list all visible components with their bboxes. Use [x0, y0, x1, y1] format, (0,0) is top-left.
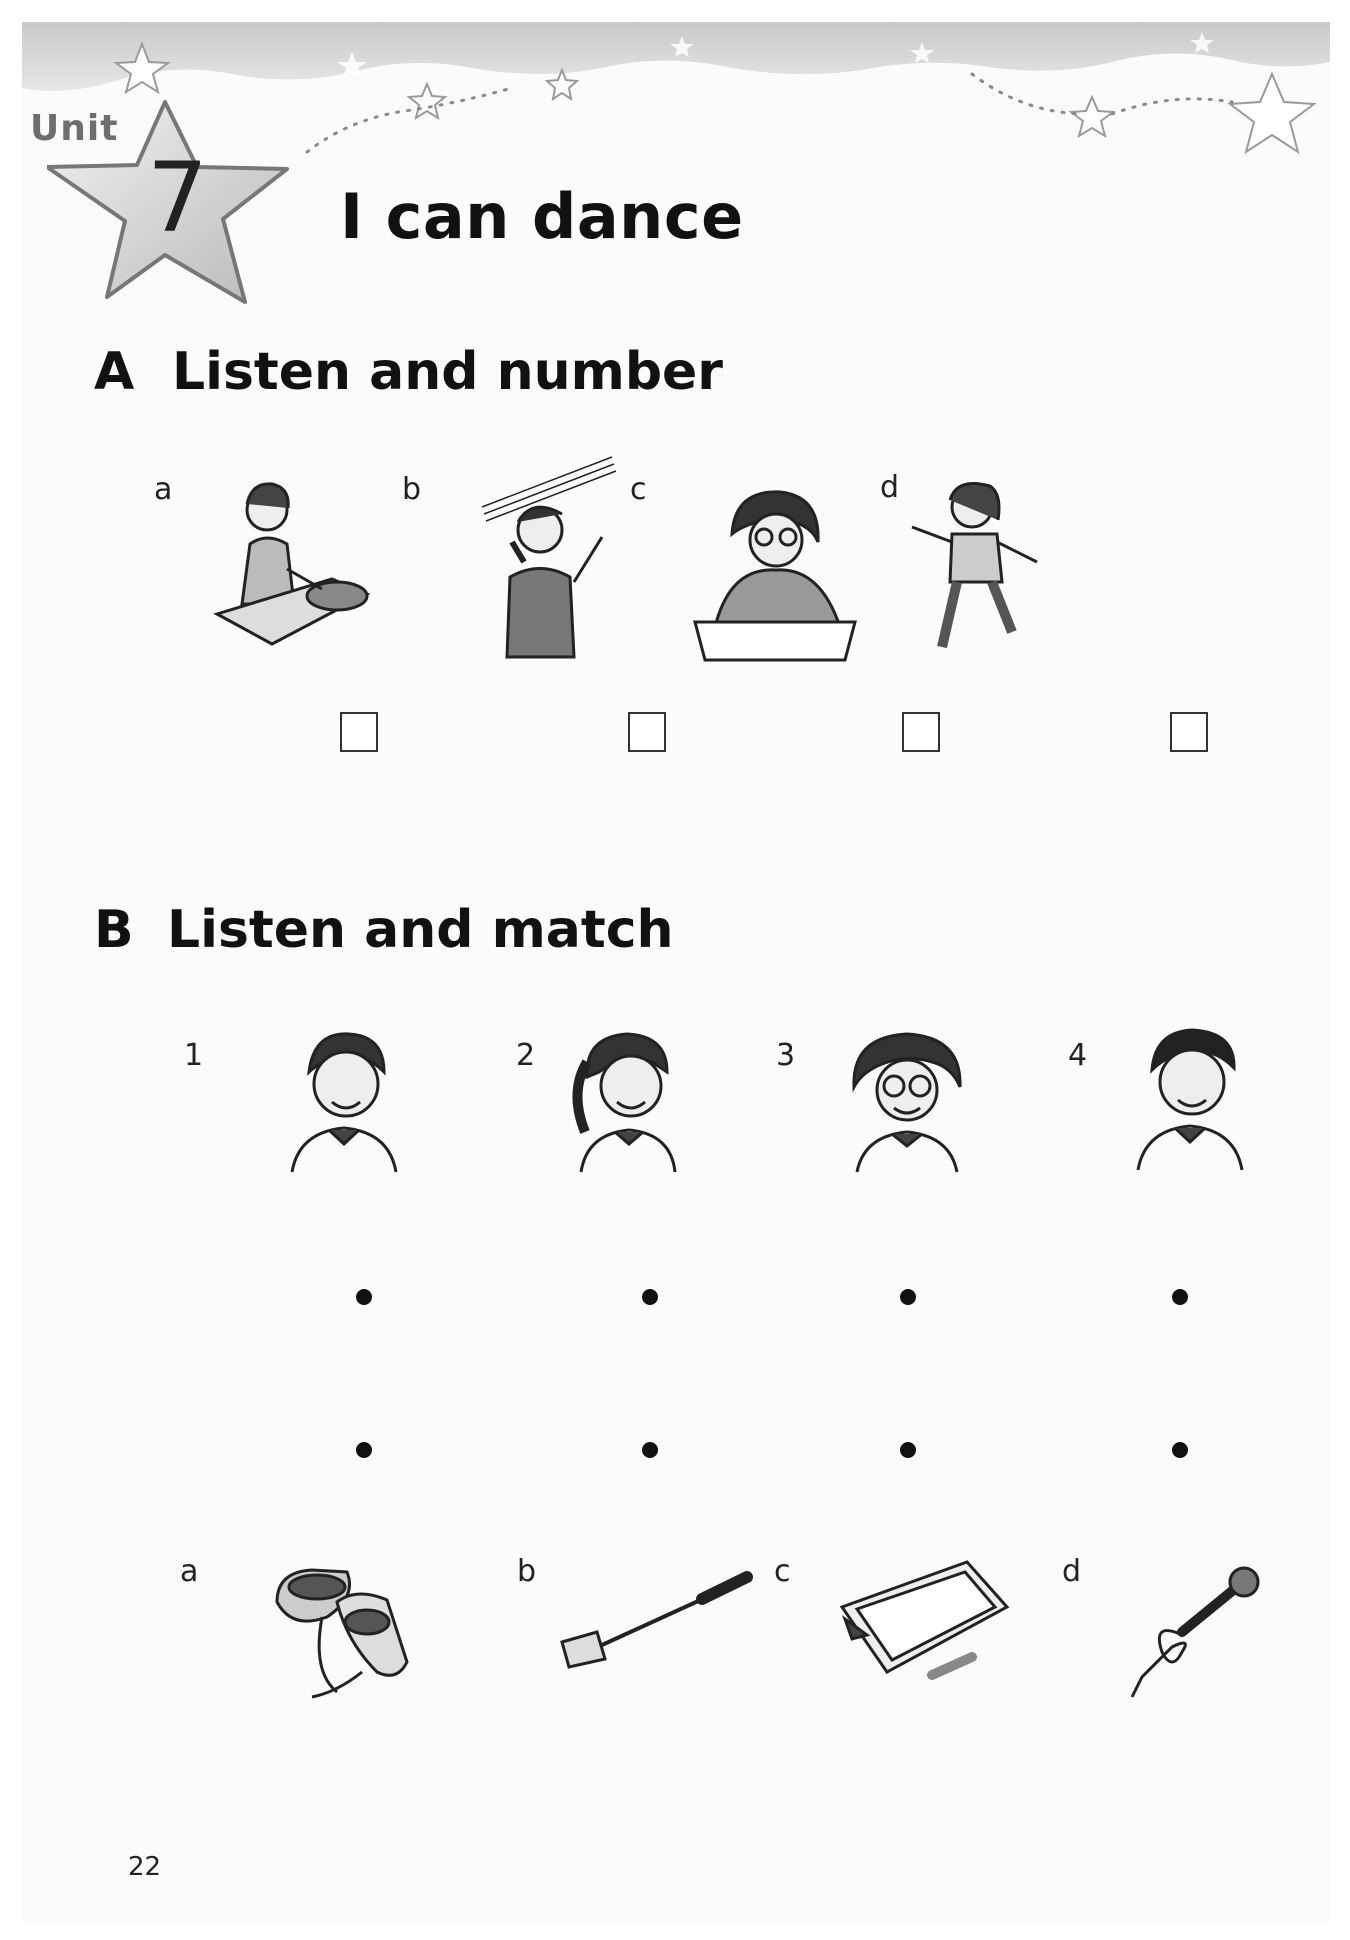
object-a-label: a	[180, 1554, 199, 1589]
answer-box-b[interactable]	[628, 712, 666, 752]
match-dot-top-3[interactable]	[900, 1289, 916, 1305]
child-1-label: 1	[184, 1038, 204, 1073]
girl-glasses-portrait-icon	[842, 1022, 972, 1182]
match-dot-bottom-b[interactable]	[642, 1442, 658, 1458]
boy-portrait-2-icon	[1130, 1020, 1250, 1180]
girl-ponytail-portrait-icon	[567, 1022, 687, 1182]
item-c-label: c	[630, 472, 647, 507]
match-dot-top-1[interactable]	[356, 1289, 372, 1305]
section-b-title: Listen and match	[167, 900, 674, 960]
page-title: I can dance	[340, 180, 744, 253]
boy-singing-icon	[462, 452, 632, 662]
match-dot-top-4[interactable]	[1172, 1289, 1188, 1305]
child-2-label: 2	[516, 1038, 536, 1073]
object-b-label: b	[517, 1554, 537, 1589]
section-a-letter: A	[94, 342, 135, 402]
workbook-page	[22, 22, 1330, 1922]
match-dot-bottom-c[interactable]	[900, 1442, 916, 1458]
answer-box-a[interactable]	[340, 712, 378, 752]
child-4-label: 4	[1068, 1038, 1088, 1073]
match-dot-top-2[interactable]	[642, 1289, 658, 1305]
object-d-label: d	[1062, 1554, 1082, 1589]
unit-number: 7	[147, 142, 209, 254]
match-dot-bottom-d[interactable]	[1172, 1442, 1188, 1458]
section-b-letter: B	[94, 900, 134, 960]
boy-portrait-icon	[284, 1022, 404, 1182]
spatula-icon	[557, 1567, 757, 1677]
girl-dancing-icon	[902, 472, 1052, 672]
woman-cooking-icon	[212, 474, 372, 659]
girl-drawing-icon	[690, 482, 865, 662]
object-c-label: c	[774, 1554, 791, 1589]
item-a-label: a	[154, 472, 173, 507]
item-b-label: b	[402, 472, 422, 507]
page-number: 22	[128, 1852, 162, 1882]
drawing-board-crayon-icon	[837, 1557, 1017, 1697]
section-a-title: Listen and number	[172, 342, 723, 402]
child-3-label: 3	[776, 1038, 796, 1073]
match-dot-bottom-a[interactable]	[356, 1442, 372, 1458]
answer-box-c[interactable]	[902, 712, 940, 752]
ballet-shoes-icon	[267, 1542, 417, 1702]
unit-label: Unit	[30, 108, 119, 149]
microphone-icon	[1122, 1562, 1272, 1702]
answer-box-d[interactable]	[1170, 712, 1208, 752]
item-d-label: d	[880, 470, 900, 505]
